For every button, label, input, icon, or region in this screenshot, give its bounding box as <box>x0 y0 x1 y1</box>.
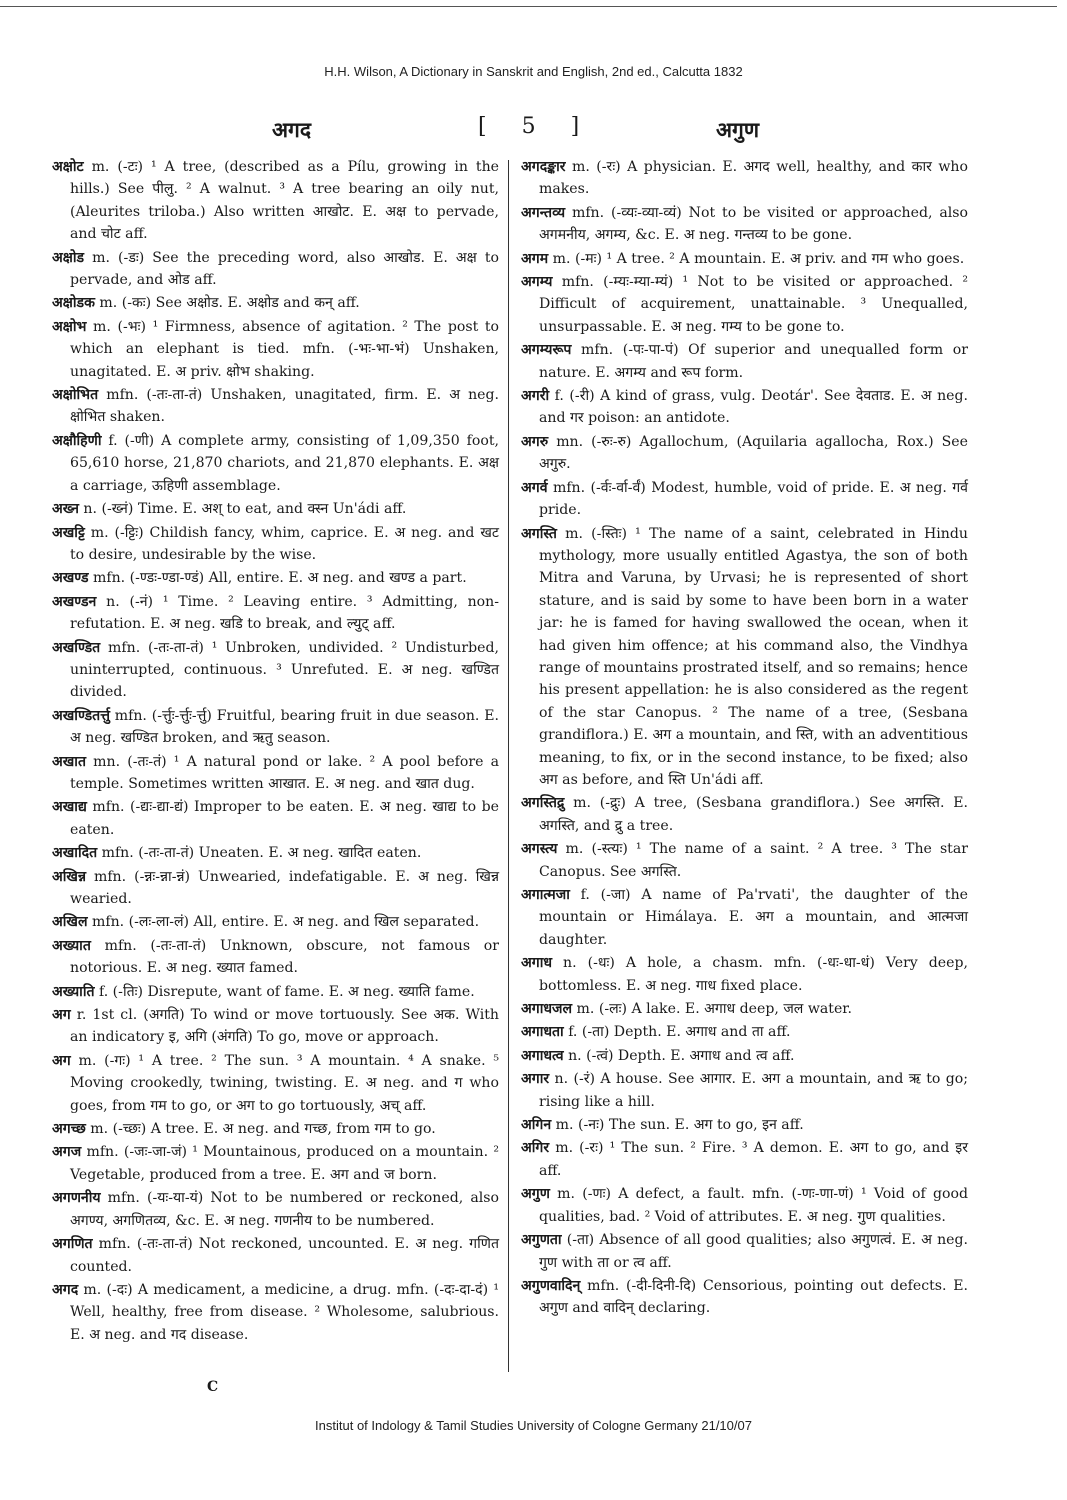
entry-definition: mn. (-तः-तं) ¹ A natural pond or lake. ² A pool before a temple. Sometimes written आखात. E. अ neg. and खात dug. <box>70 753 499 792</box>
entry-definition: f. (-जा) A name of Pa'rvati', the daughter of the mountain or Himálaya. E. अग a mountain, and आत्मजा daughter. <box>539 887 968 948</box>
entry-headword: अगाध <box>521 955 553 972</box>
entry-definition: mfn. (-र्त्तुः-र्त्तुः-र्त्तु) Fruitful, bearing fruit in due season. E. अ neg. खण्डित broken, and ऋतु season. <box>70 707 499 747</box>
entry-definition: m. (-दः) A medicament, a medicine, a drug. mfn. (-दः-दा-दं) ¹ Well, healthy, free from disease. ² Wholesome, salubrious. E. अ neg. and गद disease. <box>70 1281 499 1343</box>
entry-headword: अगरु <box>521 433 549 450</box>
dictionary-entry <box>52 751 499 796</box>
dictionary-entry <box>521 339 968 384</box>
entry-definition: f. (-णी) A complete army, consisting of 1,09,350 foot, 65,610 horse, 21,870 chariots, and 21,870 elephants. E. अक्ष a carriage, ऊहिणी assemblage. <box>70 432 499 494</box>
dictionary-entry <box>52 292 499 314</box>
dictionary-entry <box>521 1114 968 1136</box>
dictionary-entry <box>521 1021 968 1043</box>
entry-definition: f. (-ता) Depth. E. अगाध and ता aff. <box>563 1024 791 1041</box>
entry-headword: अगस्तिद्रु <box>521 795 565 812</box>
dictionary-entry <box>52 1233 499 1278</box>
entry-definition: m. (-रः) ¹ The sun. ² Fire. ³ A demon. E. अग to go, and इर aff. <box>539 1140 968 1179</box>
dictionary-entry <box>521 477 968 522</box>
entry-definition: m. (-स्त्यः) ¹ The name of a saint. ² A tree. ³ The star Canopus. See अगस्ति. <box>539 841 968 880</box>
dictionary-entry <box>521 523 968 792</box>
left-column <box>52 156 499 1347</box>
entry-headword: अगुणता <box>521 1232 562 1249</box>
entry-definition: n. (-नं) ¹ Time. ² Leaving entire. ³ Admitting, non-refutation. E. अ neg. खडि to break, and ल्युट् aff. <box>70 593 499 633</box>
dictionary-entry <box>52 1050 499 1117</box>
entry-definition: mfn. (-जः-जा-जं) ¹ Mountainous, produced on a mountain. ² Vegetable, produced from a tree. E. अग and ज born. <box>70 1144 499 1183</box>
dictionary-entry <box>521 838 968 883</box>
entry-definition: m. (-ट्टिः) Childish fancy, whim, caprice. E. अ neg. and खट to desire, undesirable by the wise. <box>70 524 499 563</box>
dictionary-entry <box>52 866 499 911</box>
entry-headword: अक्षोभित <box>52 387 99 404</box>
dictionary-entry <box>521 884 968 951</box>
dictionary-entry <box>521 248 968 270</box>
entry-headword: अगणनीय <box>52 1190 101 1207</box>
dictionary-entry <box>521 156 968 201</box>
entry-definition: r. 1st cl. (अगति) To wind or move tortuously. See अक. With an indicatory इ, अगि (अंगति) To go, move or approach. <box>70 1007 499 1046</box>
dictionary-entry <box>52 567 499 589</box>
dictionary-entry <box>52 637 499 704</box>
entry-definition: m. (-णः) A defect, a fault. mfn. (-णः-णा-णं) ¹ Void of good qualities, bad. ² Void of attributes. E. अ neg. गुण qualities. <box>539 1186 968 1225</box>
dictionary-entry <box>52 498 499 520</box>
running-head-left: अगद <box>272 117 312 142</box>
entry-definition: m. (-रः) A physician. E. अगद well, healthy, and कार who makes. <box>539 159 968 198</box>
source-header: H.H. Wilson, A Dictionary in Sanskrit and English, 2nd ed., Calcutta 1832 <box>324 64 743 79</box>
entry-definition: m. (-डः) See the preceding word, also आखोड. E. अक्ष to pervade, and ओड aff. <box>70 249 499 289</box>
entry-definition: mfn. (-व्यः-व्या-व्यं) Not to be visited or approached, also अगमनीय, अगम्य, &c. E. अ neg. गन्तव्य to be gone. <box>539 204 968 244</box>
dictionary-entry <box>521 385 968 430</box>
entry-headword: अगिन <box>521 1117 552 1134</box>
column-divider <box>508 160 509 1372</box>
running-head-right: अगुण <box>716 117 760 142</box>
dictionary-entry <box>52 316 499 383</box>
entry-definition: m. (-नः) The sun. E. अग to go, इन aff. <box>551 1117 804 1134</box>
dictionary-entry <box>52 1187 499 1232</box>
dictionary-entry <box>52 796 499 841</box>
entry-headword: अगद <box>52 1281 79 1298</box>
entry-headword: अगच्छ <box>52 1121 86 1138</box>
entry-headword: अगरी <box>521 388 550 405</box>
dictionary-entry <box>521 1275 968 1320</box>
dictionary-entry <box>52 842 499 864</box>
entry-headword: अख्न <box>52 501 79 518</box>
dictionary-entry <box>521 1183 968 1228</box>
entry-headword: अख्याति <box>52 983 95 1000</box>
entry-headword: अगम्य <box>521 274 553 291</box>
dictionary-entry <box>52 156 499 246</box>
entry-headword: अगाधत्व <box>521 1047 564 1064</box>
signature-mark: C <box>207 1379 219 1395</box>
entry-definition: mfn. (-तः-ता-तं) Unknown, obscure, not famous or notorious. E. अ neg. ख्यात famed. <box>70 937 499 977</box>
dictionary-entry <box>521 1229 968 1274</box>
entry-definition: mfn. (-तः-ता-तं) ¹ Unbroken, undivided. ² Undisturbed, uninterrupted, continuous. ³ Unrefuted. E. अ neg. खण्डित divided. <box>70 639 499 701</box>
entry-definition: mfn. (-पः-पा-पं) Of superior and unequalled form or nature. E. अगम्य and रूप form. <box>539 342 968 381</box>
entry-headword: अक्षोट <box>52 159 84 175</box>
dictionary-entry <box>521 998 968 1020</box>
entry-headword: अखण्डितर्त्तु <box>52 707 110 724</box>
entry-headword: अखण्डन <box>52 593 97 610</box>
entry-definition: mfn. (-यः-या-यं) Not to be numbered or reckoned, also अगण्य, अगणितव्य, &c. E. अ neg. गणनीय to be numbered. <box>70 1190 499 1229</box>
entry-definition: (-ता) Absence of all good qualities; also अगुणत्वं. E. अ neg. गुण with ता or त्व aff. <box>539 1232 968 1271</box>
dictionary-entry <box>521 271 968 338</box>
entry-headword: अखिल <box>52 914 88 931</box>
page-number: [ 5 ] <box>478 114 594 139</box>
entry-definition: f. (-री) A kind of grass, vulg. Deotár'. See देवताड. E. अ neg. and गर poison: an antidote. <box>539 388 968 427</box>
dictionary-entry <box>52 430 499 497</box>
dictionary-entry <box>52 384 499 429</box>
entry-definition: n. (-धः) A hole, a chasm. mfn. (-धः-धा-धं) Very deep, bottomless. E. अ neg. गाध fixed place. <box>539 955 968 994</box>
entry-definition: mfn. (-न्नः-न्ना-न्नं) Unwearied, indefatigable. E. अ neg. खिन्न wearied. <box>70 868 499 907</box>
entry-definition: f. (-तिः) Disrepute, want of fame. E. अ neg. ख्याति fame. <box>94 983 475 1000</box>
dictionary-entry <box>521 1137 968 1182</box>
entry-definition: mfn. (-तः-ता-तं) Uneaten. E. अ neg. खादित eaten. <box>97 845 422 862</box>
footer-credit: Institut of Indology & Tamil Studies University of Cologne Germany 21/10/07 <box>315 1418 752 1433</box>
entry-headword: अगाधजल <box>521 1001 573 1018</box>
entry-headword: अगस्ति <box>521 525 557 542</box>
entry-definition: mfn. (-र्वः-र्वा-र्वं) Modest, humble, void of pride. E. अ neg. गर्व pride. <box>539 479 968 519</box>
entry-definition: n. (-रं) A house. See आगार. E. अग a mountain, and ऋ to go; rising like a hill. <box>539 1071 968 1110</box>
entry-definition: n. (-ख्नं) Time. E. अश् to eat, and क्स्न Un'ádi aff. <box>78 501 407 518</box>
entry-headword: अक्षोभ <box>52 318 87 335</box>
dictionary-entry <box>52 1118 499 1140</box>
entry-definition: mfn. (-म्यः-म्या-म्यं) ¹ Not to be visited or approached. ² Difficult of acquirement, unattainable. ³ Unequalled, unsurpassable. E. अ neg. गम्य to be gone to. <box>539 274 968 335</box>
entry-definition: m. (-च्छः) A tree. E. अ neg. and गच्छ, from गम to go. <box>85 1121 436 1138</box>
entry-definition: m. (-टः) ¹ A tree, (described as a Pílu, growing in the hills.) See पीलु. ² A walnut. ³ A tree bearing an oily nut, (Aleurites triloba.) Also written आखोट. E. अक्ष to pervade, and चोट aff. <box>70 159 499 243</box>
dictionary-entry <box>52 247 499 292</box>
entry-headword: अखण्ड <box>52 570 89 587</box>
entry-headword: अगात्मजा <box>521 887 570 903</box>
entry-headword: अगणित <box>52 1236 93 1253</box>
entry-definition: m. (-मः) ¹ A tree. ² A mountain. E. अ priv. and गम who goes. <box>548 250 965 267</box>
dictionary-entry <box>52 591 499 636</box>
entry-headword: अक्षौहिणी <box>52 432 102 449</box>
entry-headword: अखण्डित <box>52 639 101 656</box>
dictionary-entry <box>521 431 968 476</box>
right-column <box>521 156 968 1321</box>
entry-definition: m. (-द्रुः) A tree, (Sesbana grandiflora.) See अगस्ति. E. अगस्ति, and द्रु a tree. <box>539 795 968 834</box>
entry-definition: m. (-स्तिः) ¹ The name of a saint, celebrated in Hindu mythology, more usually entitled Agastya, the son of both Mitra and Varuna, by Urvasi; he is represented of short stature, and is said by some to have been born in a water jar: he is famed for having swallowed the ocean, when it had given him offence; at his command also, the Vindhya range of mountains prostrated itself, and so remains; hence his present appellation: he is also considered as the regent of the star Canopus. ² The name of a tree, (Sesbana grandiflora.) E. अग a mountain, and स्ति, with an adventitious meaning, to fix, or in the second instance, to be fixed; also अग as before, and स्ति Un'ádi aff. <box>539 525 968 788</box>
dictionary-entry <box>52 981 499 1003</box>
entry-headword: अखादित <box>52 845 98 862</box>
entry-headword: अगर्व <box>521 479 548 496</box>
entry-definition: mfn. (-तः-ता-तं) Unshaken, unagitated, firm. E. अ neg. क्षोभित shaken. <box>70 387 499 426</box>
dictionary-entry <box>52 1004 499 1049</box>
entry-headword: अगन्तव्य <box>521 204 566 221</box>
entry-headword: अक्षोड <box>52 249 85 266</box>
entry-headword: अक्षोडक <box>52 295 95 312</box>
dictionary-entry <box>52 1141 499 1186</box>
entry-definition: m. (-कः) See अक्षोड. E. अक्षोड and कन् aff. <box>94 295 360 312</box>
dictionary-entry <box>521 792 968 837</box>
dictionary-entry <box>521 202 968 247</box>
dictionary-entry <box>521 1068 968 1113</box>
dictionary-entry <box>52 705 499 750</box>
entry-headword: अगार <box>521 1071 550 1088</box>
dictionary-entry <box>52 1279 499 1346</box>
entry-headword: अगाधता <box>521 1024 564 1041</box>
entry-headword: अगदङ्कार <box>521 159 566 175</box>
entry-definition: m. (-गः) ¹ A tree. ² The sun. ³ A mountain. ⁴ A snake. ⁵ Moving crookedly, twining, twisting. E. अ neg. and ग who goes, from गम to go, or अग to go tortuously, अच् aff. <box>70 1052 499 1114</box>
entry-definition: mfn. (-ण्डः-ण्डा-ण्डं) All, entire. E. अ neg. and खण्ड a part. <box>88 570 467 587</box>
entry-headword: अग <box>52 1052 71 1069</box>
entry-headword: अग <box>52 1007 71 1024</box>
entry-headword: अखाद्य <box>52 799 87 816</box>
entry-headword: अगस्त्य <box>521 841 558 858</box>
dictionary-entry <box>52 935 499 980</box>
entry-headword: अखट्टि <box>52 524 85 541</box>
entry-headword: अगम्यरूप <box>521 342 572 359</box>
dictionary-entry <box>521 952 968 997</box>
entry-headword: अगम <box>521 250 549 267</box>
entry-headword: अगुणवादिन् <box>521 1277 581 1294</box>
entry-headword: अख्यात <box>52 937 91 954</box>
dictionary-entry <box>521 1045 968 1067</box>
entry-headword: अखिन्न <box>52 868 86 885</box>
entry-definition: m. (-भः) ¹ Firmness, absence of agitation. ² The post to which an elephant is tied. mfn. (-भः-भा-भं) Unshaken, unagitated. E. अ priv. क्षोभ shaking. <box>70 318 499 380</box>
entry-definition: n. (-त्वं) Depth. E. अगाध and त्व aff. <box>563 1047 795 1064</box>
entry-headword: अखात <box>52 753 86 770</box>
entry-definition: mfn. (-तः-ता-तं) Not reckoned, uncounted. E. अ neg. गणित counted. <box>70 1236 499 1275</box>
dictionary-entry <box>52 522 499 567</box>
entry-headword: अगुण <box>521 1186 550 1203</box>
entry-definition: mn. (-रुः-रु) Agallochum, (Aquilaria agallocha, Rox.) See अगुरु. <box>539 433 968 473</box>
entry-headword: अगज <box>52 1144 82 1161</box>
entry-definition: m. (-लः) A lake. E. अगाध deep, जल water. <box>572 1001 852 1018</box>
entry-definition: mfn. (-दी-दिनी-दि) Censorious, pointing out defects. E. अगुण and वादिन् declaring. <box>539 1277 968 1317</box>
dictionary-entry <box>52 911 499 933</box>
entry-definition: mfn. (-लः-ला-लं) All, entire. E. अ neg. and खिल separated. <box>87 914 480 931</box>
entry-definition: mfn. (-द्यः-द्या-द्यं) Improper to be eaten. E. अ neg. खाद्य to be eaten. <box>70 799 499 838</box>
entry-headword: अगिर <box>521 1140 550 1157</box>
top-rule <box>0 6 1057 7</box>
